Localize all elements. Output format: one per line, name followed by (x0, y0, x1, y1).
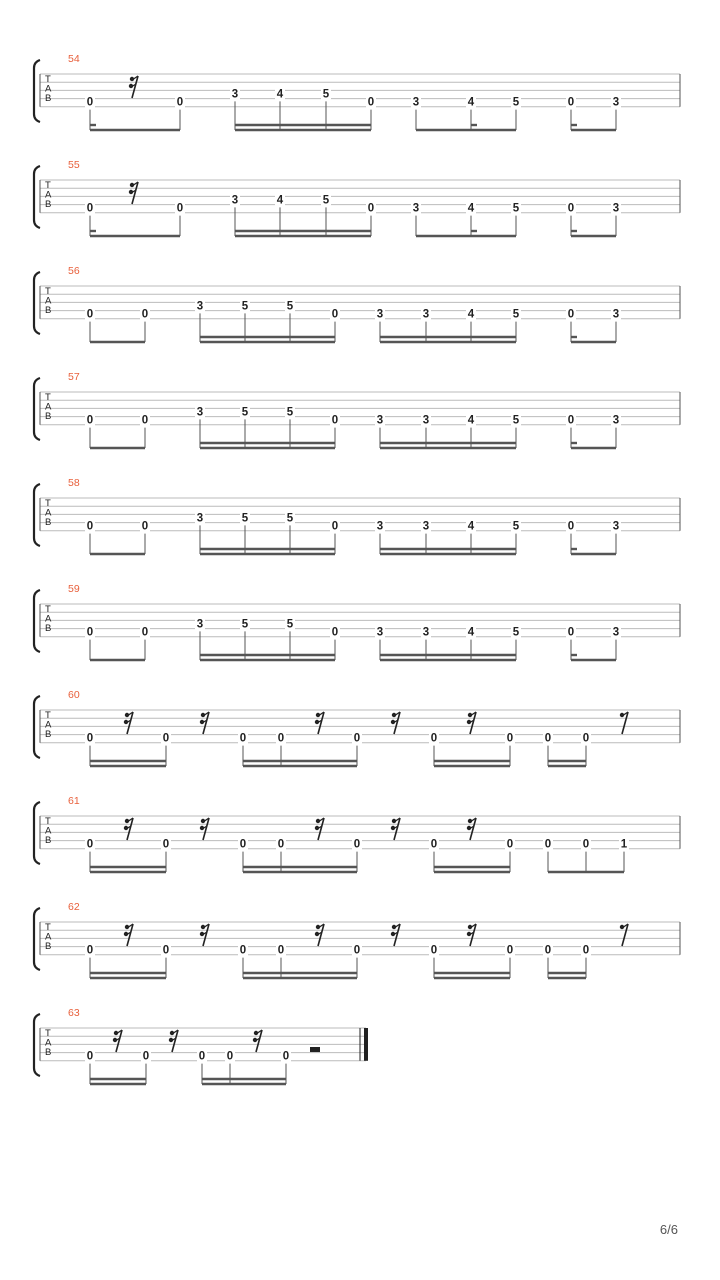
fret-number: 0 (544, 838, 552, 851)
tab-clef-letter: T (45, 286, 51, 297)
system-bracket (34, 272, 40, 334)
sixteenth-rest (467, 712, 476, 734)
fret-number: 3 (376, 414, 384, 427)
eighth-rest (620, 924, 628, 946)
tab-clef-letter: B (45, 305, 52, 316)
fret-number: 3 (612, 96, 620, 109)
fret-number: 0 (86, 944, 94, 957)
tab-clef-letter: B (45, 199, 52, 210)
tab-clef-letter: T (45, 74, 51, 85)
fret-number: 4 (467, 626, 475, 639)
fret-number: 3 (612, 520, 620, 533)
fret-number: 5 (322, 194, 330, 207)
fret-number: 0 (162, 732, 170, 745)
tab-clef-letter: B (45, 411, 52, 422)
fret-number: 3 (196, 512, 204, 525)
fret-number: 0 (331, 626, 339, 639)
fret-number: 0 (86, 1050, 94, 1063)
tab-clef-letter: A (45, 507, 52, 519)
fret-number: 0 (141, 414, 149, 427)
fret-number: 5 (512, 520, 520, 533)
half-rest (310, 1047, 320, 1052)
tab-clef-letter: A (45, 613, 52, 625)
sixteenth-rest (169, 1030, 178, 1052)
system-bracket (34, 484, 40, 546)
fret-number: 3 (231, 194, 239, 207)
system-bracket (34, 166, 40, 228)
fret-number: 3 (612, 626, 620, 639)
fret-number: 0 (239, 838, 247, 851)
system-bracket (34, 1014, 40, 1076)
fret-number: 0 (353, 732, 361, 745)
system-55 (34, 159, 680, 236)
fret-number: 0 (86, 732, 94, 745)
fret-number: 0 (282, 1050, 290, 1063)
measure-number: 55 (68, 159, 80, 171)
fret-number: 0 (176, 96, 184, 109)
fret-number: 0 (331, 308, 339, 321)
tab-clef-letter: A (45, 189, 52, 201)
fret-number: 3 (196, 300, 204, 313)
sixteenth-rest (200, 712, 209, 734)
sixteenth-rest (467, 924, 476, 946)
tab-clef-letter: T (45, 816, 51, 827)
fret-number: 3 (376, 308, 384, 321)
sixteenth-rest (315, 712, 324, 734)
measure-number: 60 (68, 689, 80, 701)
fret-number: 0 (86, 626, 94, 639)
fret-number: 3 (422, 520, 430, 533)
fret-number: 0 (430, 838, 438, 851)
sixteenth-rest (124, 818, 133, 840)
fret-number: 0 (331, 520, 339, 533)
system-60 (34, 689, 680, 766)
fret-number: 0 (567, 414, 575, 427)
fret-number: 0 (544, 732, 552, 745)
sixteenth-rest (253, 1030, 262, 1052)
fret-number: 0 (141, 626, 149, 639)
page-number: 6/6 (659, 1222, 678, 1237)
tab-clef-letter: B (45, 93, 52, 104)
tab-clef-letter: B (45, 517, 52, 528)
fret-number: 3 (196, 406, 204, 419)
tab-clef-letter: B (45, 623, 52, 634)
fret-number: 0 (86, 414, 94, 427)
measure-number: 62 (68, 901, 80, 913)
fret-number: 4 (467, 520, 475, 533)
fret-number: 5 (286, 618, 294, 631)
sixteenth-rest (391, 712, 400, 734)
measure-number: 63 (68, 1007, 80, 1019)
tab-clef-letter: T (45, 498, 51, 509)
system-bracket (34, 378, 40, 440)
sixteenth-rest (391, 818, 400, 840)
fret-number: 1 (620, 838, 628, 851)
fret-number: 0 (277, 838, 285, 851)
fret-number: 0 (506, 944, 514, 957)
tab-clef-letter: A (45, 83, 52, 95)
fret-number: 0 (176, 202, 184, 215)
fret-number: 4 (467, 202, 475, 215)
tab-clef-letter: T (45, 710, 51, 721)
fret-number: 5 (241, 618, 249, 631)
tab-clef-letter: T (45, 604, 51, 615)
fret-number: 4 (276, 88, 284, 101)
fret-number: 3 (612, 308, 620, 321)
system-57 (34, 371, 680, 448)
fret-number: 5 (241, 406, 249, 419)
measure-number: 56 (68, 265, 80, 277)
sixteenth-rest (315, 924, 324, 946)
tab-clef-letter: B (45, 729, 52, 740)
fret-number: 3 (412, 202, 420, 215)
system-bracket (34, 908, 40, 970)
tab-clef-letter: A (45, 401, 52, 413)
measure-number: 59 (68, 583, 80, 595)
fret-number: 0 (567, 520, 575, 533)
tab-clef-letter: B (45, 835, 52, 846)
fret-number: 0 (353, 838, 361, 851)
tab-clef-letter: A (45, 719, 52, 731)
measure-number: 54 (68, 53, 80, 65)
fret-number: 0 (162, 944, 170, 957)
fret-number: 0 (567, 308, 575, 321)
sixteenth-rest (315, 818, 324, 840)
fret-number: 0 (141, 308, 149, 321)
fret-number: 3 (422, 626, 430, 639)
system-54 (34, 53, 680, 130)
fret-number: 3 (612, 202, 620, 215)
fret-number: 0 (544, 944, 552, 957)
fret-number: 0 (506, 732, 514, 745)
fret-number: 4 (467, 96, 475, 109)
tab-clef-letter: A (45, 295, 52, 307)
fret-number: 0 (430, 732, 438, 745)
fret-number: 3 (196, 618, 204, 631)
fret-number: 0 (582, 732, 590, 745)
fret-number: 0 (198, 1050, 206, 1063)
system-bracket (34, 696, 40, 758)
system-61 (34, 795, 680, 872)
fret-number: 0 (86, 520, 94, 533)
system-63 (34, 1007, 366, 1084)
fret-number: 4 (467, 414, 475, 427)
fret-number: 0 (142, 1050, 150, 1063)
sixteenth-rest (467, 818, 476, 840)
fret-number: 0 (162, 838, 170, 851)
fret-number: 0 (331, 414, 339, 427)
fret-number: 3 (231, 88, 239, 101)
system-bracket (34, 802, 40, 864)
fret-number: 5 (512, 414, 520, 427)
tab-clef-letter: T (45, 922, 51, 933)
sixteenth-rest (113, 1030, 122, 1052)
fret-number: 5 (286, 300, 294, 313)
fret-number: 0 (141, 520, 149, 533)
fret-number: 5 (512, 96, 520, 109)
fret-number: 0 (430, 944, 438, 957)
measure-number: 61 (68, 795, 80, 807)
fret-number: 0 (86, 308, 94, 321)
fret-number: 5 (512, 626, 520, 639)
system-56 (34, 265, 680, 342)
fret-number: 0 (367, 96, 375, 109)
fret-number: 5 (286, 406, 294, 419)
sixteenth-rest (200, 818, 209, 840)
sixteenth-rest (124, 924, 133, 946)
fret-number: 0 (277, 944, 285, 957)
fret-number: 0 (567, 96, 575, 109)
fret-number: 0 (582, 838, 590, 851)
measure-number: 58 (68, 477, 80, 489)
tab-clef-letter: B (45, 1047, 52, 1058)
fret-number: 3 (612, 414, 620, 427)
fret-number: 0 (567, 202, 575, 215)
fret-number: 0 (353, 944, 361, 957)
fret-number: 3 (422, 414, 430, 427)
fret-number: 3 (376, 626, 384, 639)
system-bracket (34, 60, 40, 122)
system-62 (34, 901, 680, 978)
fret-number: 0 (86, 96, 94, 109)
fret-number: 0 (239, 732, 247, 745)
fret-number: 0 (367, 202, 375, 215)
sixteenth-rest (200, 924, 209, 946)
sixteenth-rest (124, 712, 133, 734)
fret-number: 5 (241, 300, 249, 313)
tab-clef-letter: A (45, 931, 52, 943)
fret-number: 0 (86, 838, 94, 851)
tab-clef-letter: T (45, 392, 51, 403)
tab-clef-letter: T (45, 180, 51, 191)
fret-number: 4 (276, 194, 284, 207)
sixteenth-rest (129, 76, 138, 98)
measure-number: 57 (68, 371, 80, 383)
tab-clef-letter: A (45, 825, 52, 837)
system-58 (34, 477, 680, 554)
fret-number: 5 (286, 512, 294, 525)
system-59 (34, 583, 680, 660)
fret-number: 0 (277, 732, 285, 745)
sixteenth-rest (129, 182, 138, 204)
fret-number: 3 (422, 308, 430, 321)
eighth-rest (620, 712, 628, 734)
fret-number: 0 (506, 838, 514, 851)
tab-clef-letter: B (45, 941, 52, 952)
fret-number: 5 (512, 202, 520, 215)
fret-number: 4 (467, 308, 475, 321)
tab-clef-letter: A (45, 1037, 52, 1049)
fret-number: 0 (86, 202, 94, 215)
tab-clef-letter: T (45, 1028, 51, 1039)
fret-number: 5 (512, 308, 520, 321)
fret-number: 5 (241, 512, 249, 525)
fret-number: 0 (582, 944, 590, 957)
fret-number: 0 (567, 626, 575, 639)
fret-number: 5 (322, 88, 330, 101)
fret-number: 3 (376, 520, 384, 533)
fret-number: 3 (412, 96, 420, 109)
fret-number: 0 (239, 944, 247, 957)
sixteenth-rest (391, 924, 400, 946)
system-bracket (34, 590, 40, 652)
fret-number: 0 (226, 1050, 234, 1063)
